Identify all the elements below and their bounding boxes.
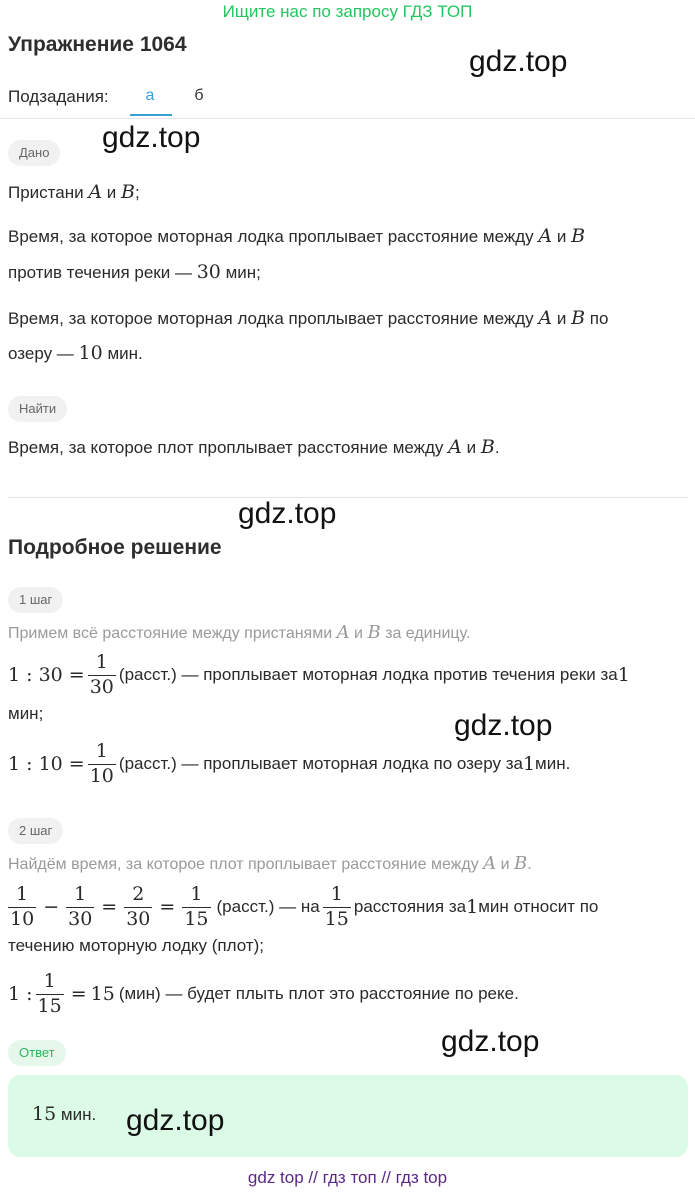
equation-3: $\frac{1}{10}$ − $\frac{1}{30}$ = $\frac{2}{30}$ = $\frac{1}{15}$ (расст.) — на $\frac{1}{15}$ расстояния за 1 мин относит по [10, 882, 599, 930]
step-2-badge: 2 шаг [8, 818, 63, 844]
fraction: $\frac{1}{10}$ [89, 739, 114, 787]
watermark: gdz.top [126, 1104, 225, 1137]
given-badge: Дано [8, 140, 60, 166]
find-line: Время, за которое плот проплывает расстояние между A и B. [8, 436, 500, 458]
equation-1: 1 : 30 = $\frac{1}{30}$ (расст.) — проплывает моторная лодка против течения реки за 1 [8, 650, 630, 698]
step-1-badge: 1 шаг [8, 587, 63, 613]
equation-2: 1 : 10 = $\frac{1}{10}$ (расст.) — проплывает моторная лодка по озеру за 1 мин. [8, 739, 571, 787]
fraction: $\frac{1}{15}$ [184, 882, 209, 930]
find-badge: Найти [8, 396, 67, 422]
fraction: $\frac{1}{30}$ [89, 650, 114, 698]
equation-4: 1 : $\frac{1}{15}$ = 15 (мин) — будет плыть плот это расстояние по реке. [8, 969, 519, 1017]
fraction: $\frac{1}{10}$ [10, 882, 35, 930]
divider [0, 118, 695, 119]
tab-a[interactable]: а [145, 87, 155, 104]
fraction: $\frac{1}{15}$ [37, 969, 62, 1017]
subtasks-label: Подзадания: [8, 87, 109, 106]
step-2-intro: Найдём время, за которое плот проплывает расстояние между A и B. [8, 853, 532, 874]
fraction: $\frac{2}{30}$ [126, 882, 151, 930]
given-line: против течения реки — 30 мин; [8, 261, 261, 283]
active-tab-indicator [130, 114, 172, 116]
given-line: озеру — 10 мин. [8, 342, 143, 364]
watermark: gdz.top [238, 497, 337, 530]
given-line: Пристани A и B; [8, 181, 140, 203]
given-line: Время, за которое моторная лодка проплывает расстояние между A и B [8, 225, 586, 247]
footer-links[interactable]: gdz top // гдз топ // гдз top [247, 1168, 448, 1187]
given-line: Время, за которое моторная лодка проплывает расстояние между A и B по [8, 307, 609, 329]
answer-value: 15 мин. [32, 1103, 97, 1125]
equation-3-cont: течению моторную лодку (плот); [8, 936, 264, 955]
watermark: gdz.top [441, 1025, 540, 1058]
answer-badge: Ответ [8, 1040, 66, 1066]
tab-b[interactable]: б [194, 87, 204, 104]
watermark: gdz.top [469, 45, 568, 78]
watermark: gdz.top [454, 709, 553, 742]
solution-title: Подробное решение [8, 536, 222, 559]
step-1-intro: Примем всё расстояние между пристанями A и B за единицу. [8, 622, 471, 643]
fraction: $\frac{1}{15}$ [324, 882, 349, 930]
fraction: $\frac{1}{30}$ [68, 882, 93, 930]
page-title: Упражнение 1064 [8, 33, 187, 56]
answer-box [8, 1075, 688, 1157]
search-banner: Ищите нас по запросу ГДЗ ТОП [222, 2, 473, 21]
equation-1-cont: мин; [8, 704, 44, 723]
section-divider [8, 497, 688, 498]
watermark: gdz.top [102, 121, 201, 154]
